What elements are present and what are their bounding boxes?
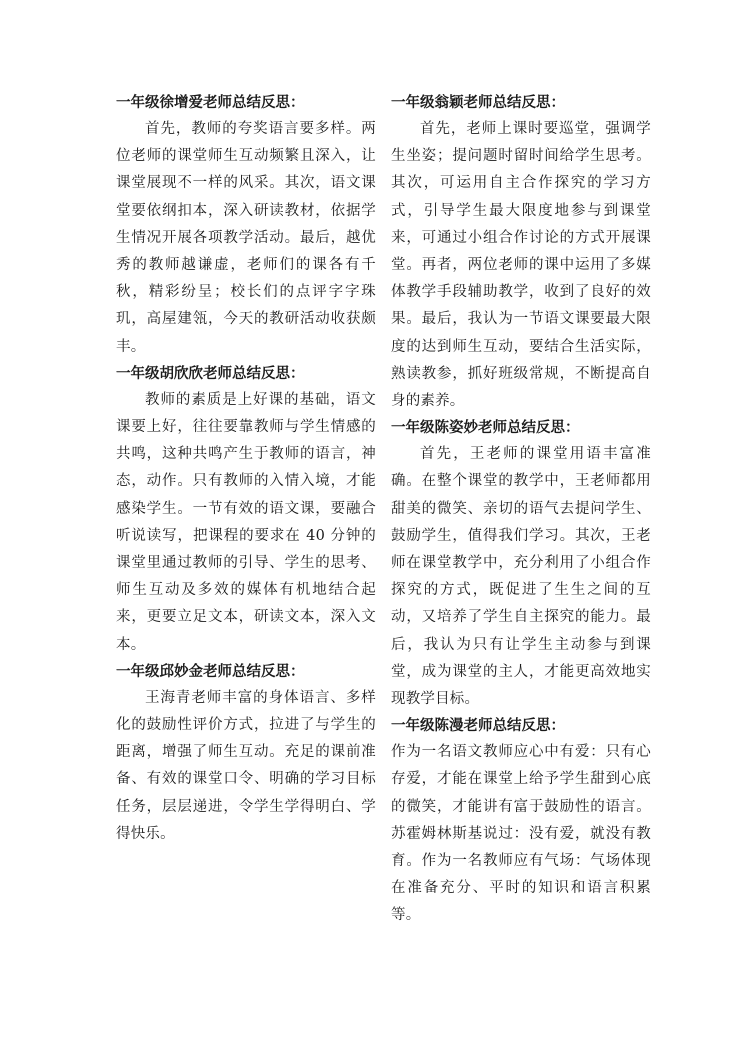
section-body: 王海青老师丰富的身体语言、多样化的鼓励性评价方式，拉进了与学生的距离，增强了师生互动。充足的课前准备、有效的课堂口令、明确的学习目标任务，层层递进，令学生学得明白、学得快乐。 <box>116 689 376 842</box>
reflection-section-qiu-miaojin <box>116 659 376 848</box>
section-body: 首先，王老师的课堂用语丰富准确。在整个课堂的教学中，王老师都用甜美的微笑、亲切的语气去提问学生、鼓励学生，值得我们学习。其次，王老师在课堂教学中，充分利用了小组合作探究的方式，既促进了生生之间的互动，又培养了学生自主探究的能力。最后，我认为只有让学生主动参与到课堂，成为课堂的主人，才能更高效地实现教学目标。 <box>391 446 651 708</box>
section-heading: 一年级徐增爱老师总结反思： <box>116 94 305 111</box>
section-body: 教师的素质是上好课的基础，语文课要上好，往往要靠教师与学生情感的共鸣，这种共鸣产生于教师的语言，神态，动作。只有教师的入情入境，才能感染学生。一节有效的语文课，要融合听说读写，把课程的要求在 40 分钟的课堂里通过教师的引导、学生的思考、师生互动及多效的媒体有机地结合起来，更要立足文本，研读文本，深入文本。 <box>116 391 376 653</box>
reflection-section-weng-ying <box>391 90 651 415</box>
reflection-section-hu-xinxin <box>116 361 376 659</box>
section-heading: 一年级翁颖老师总结反思： <box>391 94 565 111</box>
section-heading: 一年级陈姿妙老师总结反思： <box>391 419 580 437</box>
section-heading: 一年级陈漫老师总结反思： <box>391 717 565 735</box>
right-column <box>391 90 651 930</box>
section-body: 作为一名语文教师应心中有爱：只有心存爱，才能在课堂上给予学生甜到心底的微笑，才能讲有富于鼓励性的语言。苏霍姆林斯基说过：没有爱，就没有教育。作为一名教师应有气场：气场体现在准备充分、平时的知识和语言积累等。 <box>391 744 651 924</box>
reflection-section-chen-man <box>391 713 651 929</box>
section-heading: 一年级胡欣欣老师总结反思： <box>116 364 305 382</box>
reflection-section-chen-zimiao <box>391 415 651 713</box>
reflection-section-xu-zengai <box>116 90 376 361</box>
section-body: 首先，教师的夸奖语言要多样。两位老师的课堂师生互动频繁且深入，让课堂展现不一样的风采。其次，语文课堂要依纲扣本，深入研读教材，依据学生情况开展各项教学活动。最后，越优秀的教师越谦虚，老师们的课各有千秋，精彩纷呈；校长们的点评字字珠玑，高屋建瓴，今天的教研活动收获颇丰。 <box>116 121 376 355</box>
section-body: 首先，老师上课时要巡堂，强调学生坐姿；提问题时留时间给学生思考。其次，可运用自主合作探究的学习方式，引导学生最大限度地参与到课堂来，可通过小组合作讨论的方式开展课堂。再者，两位老师的课中运用了多媒体教学手段辅助教学，收到了良好的效果。最后，我认为一节语文课要最大限度的达到师生互动，要结合生活实际，熟读教参，抓好班级常规，不断提高自身的素养。 <box>391 121 651 410</box>
left-column <box>116 90 376 848</box>
section-heading: 一年级邱妙金老师总结反思： <box>116 662 305 680</box>
